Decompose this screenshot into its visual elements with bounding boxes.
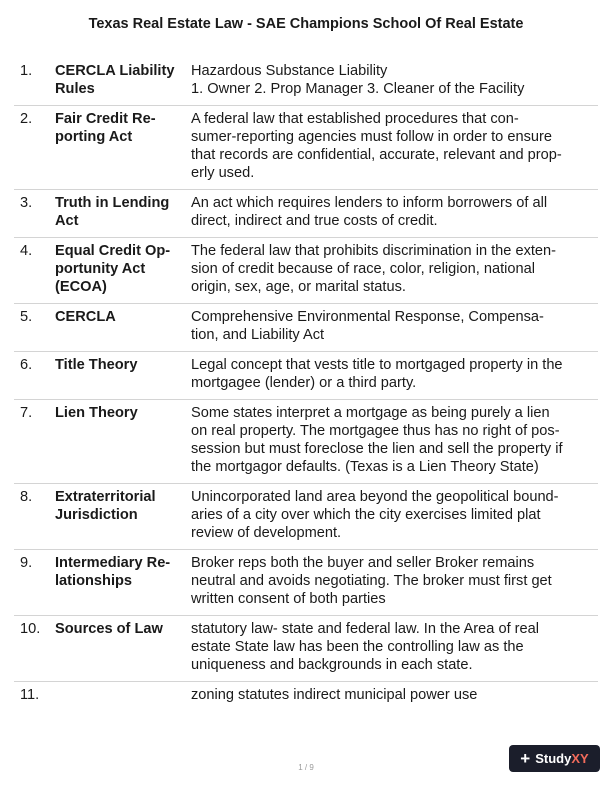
- definition-line: Some states interpret a mortgage as being purely a lien: [191, 405, 550, 421]
- definition-line: sion of credit because of race, color, religion, national: [191, 261, 535, 277]
- list-item: [14, 352, 598, 400]
- item-definition: [191, 554, 598, 608]
- definition-line: direct, indirect and true costs of credit.: [191, 213, 438, 229]
- term-line: lationships: [55, 573, 133, 589]
- item-definition: [191, 404, 598, 476]
- list-item: [14, 400, 598, 484]
- term-line: Title Theory: [55, 357, 138, 373]
- definition-line: Hazardous Substance Liability: [191, 63, 388, 79]
- definition-line: tion, and Liability Act: [191, 327, 325, 343]
- item-number: 7.: [20, 405, 33, 421]
- document-title: Texas Real Estate Law - SAE Champions School Of Real Estate: [88, 16, 524, 32]
- term-line: Extraterritorial: [55, 489, 156, 505]
- item-term: [55, 62, 191, 98]
- definition-line: The federal law that prohibits discrimination in the exten-: [191, 243, 557, 259]
- definition-line: statutory law- state and federal law. In the Area of real: [191, 621, 540, 637]
- definition-line: neutral and avoids negotiating. The broker must first get: [191, 573, 552, 589]
- definition-line: A federal law that established procedures that con-: [191, 111, 519, 127]
- term-line: CERCLA Liability: [55, 63, 175, 79]
- plus-icon: +: [520, 748, 531, 768]
- item-number: 10.: [20, 621, 41, 637]
- term-line: Equal Credit Op-: [55, 243, 171, 259]
- item-term: [55, 356, 191, 392]
- item-definition: [191, 488, 598, 542]
- item-term: [55, 620, 191, 674]
- definition-line: review of development.: [191, 525, 342, 541]
- item-term: [55, 488, 191, 542]
- definition-line: Comprehensive Environmental Response, Compensa-: [191, 309, 544, 325]
- definition-line: origin, sex, age, or marital status.: [191, 279, 406, 295]
- item-definition: [191, 308, 598, 344]
- item-definition: [191, 356, 598, 392]
- item-definition: [191, 242, 598, 296]
- definition-line: sumer-reporting agencies must follow in order to ensure: [191, 129, 552, 145]
- item-definition: [191, 620, 598, 674]
- item-number: 2.: [20, 111, 33, 127]
- definition-line: aries of a city over which the city exercises limited plat: [191, 507, 541, 523]
- item-term: [55, 554, 191, 608]
- definition-line: Legal concept that vests title to mortgaged property in the: [191, 357, 563, 373]
- definition-line: session but must foreclose the lien and sell the property if: [191, 441, 563, 457]
- studyxy-badge[interactable]: [509, 745, 600, 772]
- list-item: [14, 58, 598, 106]
- definition-line: An act which requires lenders to inform borrowers of all: [191, 195, 548, 211]
- definition-line: Broker reps both the buyer and seller Broker remains: [191, 555, 535, 571]
- item-term: [55, 686, 191, 704]
- brand-main: Study: [535, 751, 572, 766]
- term-line: Truth in Lending: [55, 195, 170, 211]
- item-term: [55, 308, 191, 344]
- definition-line: that records are confidential, accurate, relevant and prop-: [191, 147, 562, 163]
- item-definition: [191, 686, 598, 704]
- item-definition: [191, 62, 598, 98]
- list-item: [14, 484, 598, 550]
- term-line: Lien Theory: [55, 405, 138, 421]
- list-item: [14, 304, 598, 352]
- item-number: 3.: [20, 195, 33, 211]
- item-number: 8.: [20, 489, 33, 505]
- definition-line: on real property. The mortgagee thus has no right of pos-: [191, 423, 560, 439]
- item-definition: [191, 194, 598, 230]
- item-definition: [191, 110, 598, 182]
- list-item: [14, 682, 598, 711]
- item-number: 9.: [20, 555, 33, 571]
- definition-line: zoning statutes indirect municipal power use: [191, 687, 478, 703]
- item-term: [55, 242, 191, 296]
- term-line: Sources of Law: [55, 621, 163, 637]
- item-number: 5.: [20, 309, 33, 325]
- definition-list: [14, 58, 598, 711]
- term-line: Act: [55, 213, 79, 229]
- item-number: 1.: [20, 63, 33, 79]
- item-term: [55, 110, 191, 182]
- list-item: [14, 106, 598, 190]
- item-term: [55, 194, 191, 230]
- list-item: [14, 190, 598, 238]
- item-number: 11.: [20, 687, 40, 703]
- term-line: portunity Act: [55, 261, 146, 277]
- definition-line: written consent of both parties: [191, 591, 386, 607]
- definition-line: estate State law has been the controlling law as the: [191, 639, 524, 655]
- term-line: Intermediary Re-: [55, 555, 171, 571]
- definition-line: erly used.: [191, 165, 255, 181]
- definition-line: the mortgagor defaults. (Texas is a Lien Theory State): [191, 459, 539, 475]
- item-number: 6.: [20, 357, 33, 373]
- item-term: [55, 404, 191, 476]
- definition-line: uniqueness and backgrounds in each state.: [191, 657, 473, 673]
- definition-line: Unincorporated land area beyond the geopolitical bound-: [191, 489, 559, 505]
- term-line: porting Act: [55, 129, 133, 145]
- item-number: 4.: [20, 243, 33, 259]
- page-indicator: 1 / 9: [298, 763, 314, 772]
- list-item: [14, 616, 598, 682]
- term-line: CERCLA: [55, 309, 116, 325]
- definition-line: 1. Owner 2. Prop Manager 3. Cleaner of the Facility: [191, 81, 525, 97]
- list-item: [14, 550, 598, 616]
- term-line: Fair Credit Re-: [55, 111, 156, 127]
- term-line: Rules: [55, 81, 95, 97]
- brand-accent: XY: [571, 751, 589, 766]
- list-item: [14, 238, 598, 304]
- term-line: Jurisdiction: [55, 507, 138, 523]
- definition-line: mortgagee (lender) or a third party.: [191, 375, 417, 391]
- term-line: (ECOA): [55, 279, 107, 295]
